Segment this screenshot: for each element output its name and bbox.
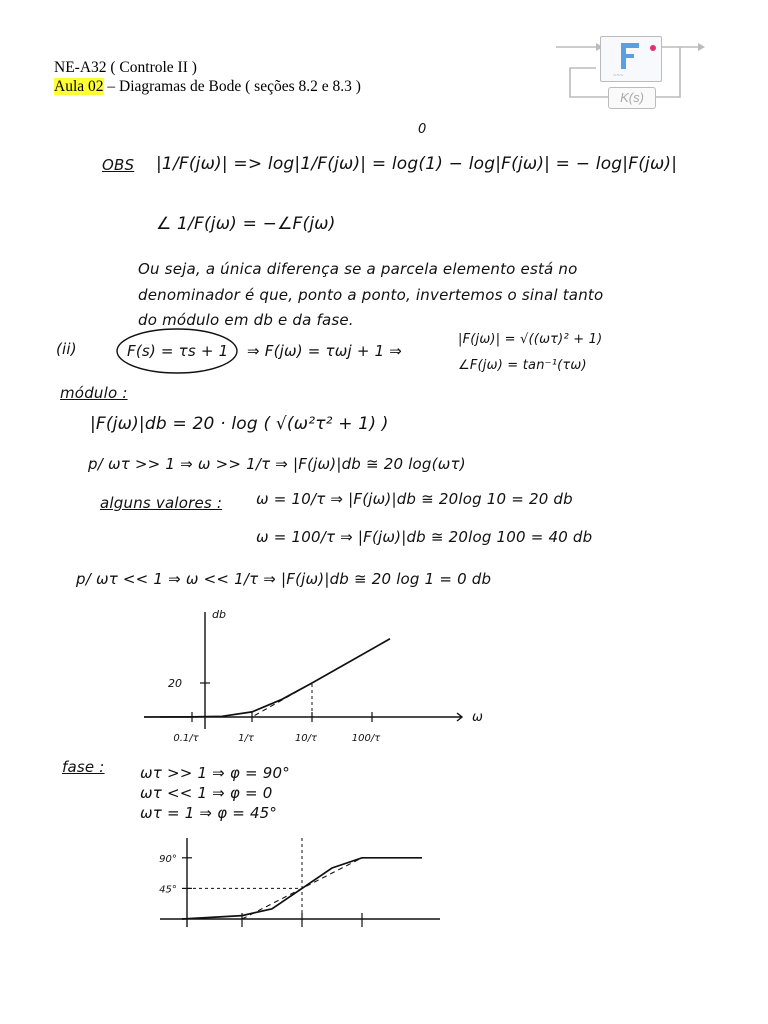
logo-plant-block xyxy=(600,36,662,82)
value-row-1: ω = 10/τ ⇒ |F(jω)|db ≅ 20log 10 = 20 db xyxy=(256,490,573,508)
case-label: (ii) xyxy=(56,340,77,358)
logo-ks-block: K(s) xyxy=(608,87,656,109)
paragraph-line-3: do módulo em db e da fase. xyxy=(138,311,354,329)
obs-zero-annotation: 0 xyxy=(418,122,427,137)
course-title: NE-A32 ( Controle II ) xyxy=(54,59,197,76)
series-asymptote xyxy=(192,683,312,717)
lesson-title xyxy=(54,78,361,96)
alguns-valores-label: alguns valores : xyxy=(100,494,223,512)
condition-high: p/ ωτ >> 1 ⇒ ω >> 1/τ ⇒ |F(jω)|db ≅ 20 log(ωτ) xyxy=(88,455,466,473)
case-transfer-function: F(s) = τs + 1 xyxy=(127,342,229,360)
obs-equation-2: ∠ 1/F(jω) = −∠F(jω) xyxy=(156,214,336,234)
fase-row-2: ωτ << 1 ⇒ φ = 0 xyxy=(140,784,273,802)
case-magnitude: |F(jω)| = √((ωτ)² + 1) xyxy=(458,332,603,347)
logo-f-icon xyxy=(601,37,661,81)
x-axis-arrow xyxy=(457,713,462,721)
series-asymptote xyxy=(242,858,362,919)
lesson-highlight: Aula 02 xyxy=(54,78,104,95)
lesson-subtitle: – Diagramas de Bode ( seções 8.2 e 8.3 ) xyxy=(103,78,361,95)
case-phase: ∠F(jω) = tan⁻¹(τω) xyxy=(458,358,587,373)
fase-row-1: ωτ >> 1 ⇒ φ = 90° xyxy=(140,764,290,782)
x-tick-label: 10/τ xyxy=(294,733,318,744)
obs-equation-1: |1/F(jω)| => log|1/F(jω)| = log(1) − log|F(jω)| = − log|F(jω)| xyxy=(156,154,678,174)
fase-label: fase : xyxy=(62,758,105,776)
value-row-2: ω = 100/τ ⇒ |F(jω)|db ≅ 20log 100 = 40 db xyxy=(256,528,593,546)
paragraph-line-2: denominador é que, ponto a ponto, invertemos o sinal tanto xyxy=(138,286,604,304)
obs-label: OBS xyxy=(102,156,135,174)
y-tick-label: 45° xyxy=(159,884,177,896)
condition-low: p/ ωτ << 1 ⇒ ω << 1/τ ⇒ |F(jω)|db ≅ 20 log 1 = 0 db xyxy=(76,570,492,588)
fase-row-3: ωτ = 1 ⇒ φ = 45° xyxy=(140,804,278,822)
x-tick-label: 1/τ xyxy=(238,733,254,744)
y-tick-label: 90° xyxy=(159,853,177,865)
series-exact xyxy=(144,639,390,717)
paragraph-line-1: Ou seja, a única diferença se a parcela elemento está no xyxy=(138,260,578,278)
y-tick-label: 20 xyxy=(168,677,182,690)
modulo-equation: |F(jω)|db = 20 · log ( √(ω²τ² + 1) ) xyxy=(90,414,389,434)
series-exact xyxy=(182,858,422,919)
x-axis-label: ω xyxy=(472,710,483,725)
svg-text:~~~: ~~~ xyxy=(613,73,624,79)
y-axis-label: db xyxy=(212,608,226,621)
x-tick-label: 0.1/τ xyxy=(173,733,199,744)
x-tick-label: 100/τ xyxy=(351,733,381,744)
case-frequency-response: ⇒ F(jω) = τωj + 1 ⇒ xyxy=(247,342,403,360)
modulo-label: módulo : xyxy=(60,384,128,402)
